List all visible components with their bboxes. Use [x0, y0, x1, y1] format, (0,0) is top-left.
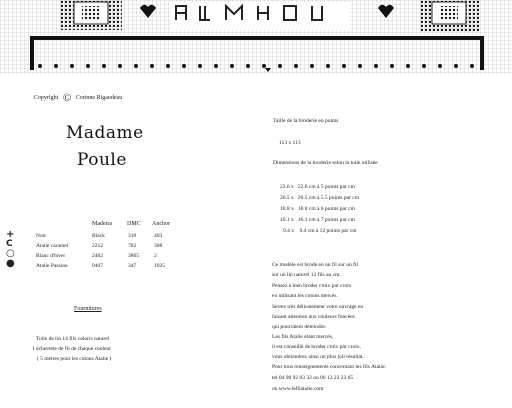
copyright-line [34, 92, 122, 104]
note-line-8: il est conseillé de broder croix par croix, [272, 344, 361, 350]
thread-dmc-0: 310 [128, 233, 137, 239]
copyright-symbol: © [62, 92, 72, 104]
thread-anchor-0: 403 [154, 233, 163, 239]
cross-stitch-pattern-strip [0, 0, 512, 82]
note-line-11: tel 04 90 92 03 32 ou 06 12 23 23 65 [272, 375, 354, 381]
note-line-7: Les fils Atalie étant mercés, [272, 334, 334, 340]
note-line-0: Ce modèle est brodé en un fil sur un fil [272, 262, 358, 268]
thread-madeira-2: 2402 [92, 253, 103, 259]
size-heading: Taille de la broderie en points [273, 118, 339, 124]
title-line-1: Madame [66, 123, 144, 143]
thread-madeira-0: Black [92, 233, 105, 239]
thread-name-1: Atalie caramel [36, 243, 69, 249]
note-line-4: Serrez très délicatement votre ouvrage en [272, 304, 364, 310]
header-anchor: Anchor [152, 221, 170, 227]
note-line-12: ou www.lefilatalie.com [272, 386, 324, 392]
legend-symbol-c: C [6, 239, 13, 249]
center-lettering-motif [170, 2, 350, 30]
thread-dmc-3: 347 [128, 263, 137, 269]
header-dmc: DMC [127, 221, 141, 227]
legend-symbol-circle: ○ [6, 248, 15, 259]
header-madeira: Madeira [92, 221, 112, 227]
size-value: 113 x 113 [279, 140, 301, 146]
legend-symbol-plus: + [6, 229, 15, 240]
dimension-row-4: 9.4 x 9.4 cm à 12 points par cm [283, 228, 357, 234]
left-square-motif [60, 0, 122, 30]
note-line-3: en utilisant les cotons mercés. [272, 293, 338, 299]
dimension-row-3: 16.1 x 16.1 cm à 7 points par cm [280, 217, 355, 223]
thread-anchor-2: 2 [154, 253, 157, 259]
fournitures-line-1: Toile de lin 14 fils coloris naturel [36, 336, 110, 342]
dimension-row-1: 20.5 x 20.5 cm à 5.5 points par cm [280, 195, 359, 201]
legend-symbol-filled-circle: ● [6, 258, 15, 269]
right-square-motif [420, 0, 480, 32]
fournitures-line-3: ( 5 mètres pour les cotons Atalie ) [37, 356, 112, 362]
thread-dmc-1: 782 [128, 243, 137, 249]
thread-name-2: Blanc d'hiver [36, 253, 66, 259]
note-line-1: sur un lin naturel 12 fils au cm. [272, 272, 341, 278]
note-line-10: Pour tous renseignements concernant les fils Atalie: [272, 364, 386, 370]
thread-anchor-1: 308 [154, 243, 163, 249]
copyright-author: Corinne Rigaudeau [75, 95, 123, 101]
dimension-row-2: 18.8 x 18.8 cm à 6 points par cm [280, 206, 355, 212]
title-line-2: Poule [77, 150, 127, 170]
thread-name-3: Atalie Passion [36, 263, 68, 269]
note-line-5: faisant attention aux couleurs foncées [272, 314, 355, 320]
fournitures-heading: Fournitures [74, 306, 102, 312]
note-line-6: qui pourraient déteindre. [272, 324, 327, 330]
dimensions-heading: Dimensions de la broderie selon la toile utilisée [273, 160, 378, 166]
dimension-row-0: 22.6 x 22.6 cm à 5 points par cm [280, 184, 355, 190]
thread-anchor-3: 1025 [154, 263, 165, 269]
thread-madeira-3: 0407 [92, 263, 103, 269]
copyright-label: Copyright [34, 95, 59, 101]
thread-name-0: Noir [36, 233, 47, 239]
thread-dmc-2: 3865 [128, 253, 139, 259]
note-line-2: Pensez à bien broder croix par croix [272, 283, 352, 289]
thread-madeira-1: 2212 [92, 243, 103, 249]
note-line-9: vous obtiendrez ainsi un plus joli résultat. [272, 354, 364, 360]
fournitures-line-2: 1 échevette de fil de chaque couleur [32, 346, 112, 352]
